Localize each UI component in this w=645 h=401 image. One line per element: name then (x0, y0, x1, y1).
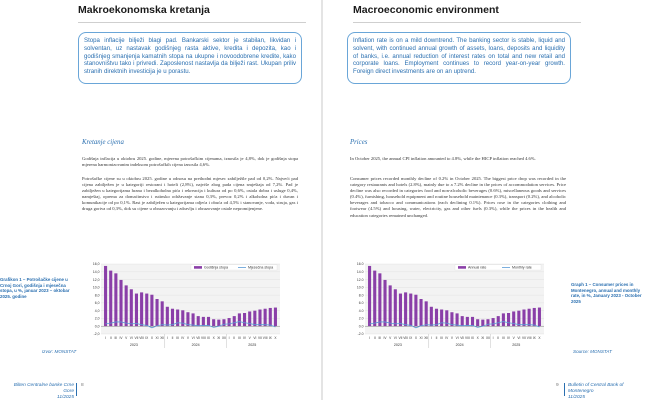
x-tick-label: IV (507, 336, 511, 340)
x-tick-label: V (512, 336, 515, 340)
bar (114, 273, 117, 326)
bar (274, 308, 277, 327)
bar (492, 318, 495, 326)
footer (568, 383, 645, 401)
y-tick-label: 14.0 (356, 269, 364, 274)
y-tick-label: 12,0 (92, 277, 100, 282)
x-tick-label: XII (222, 336, 226, 340)
bar (414, 295, 417, 327)
x-tick-label: VII (196, 336, 201, 340)
bar (161, 301, 164, 326)
y-tick-label: 8,0 (94, 293, 100, 298)
bar (399, 294, 402, 327)
y-tick-label: -2,0 (93, 332, 100, 337)
footer (8, 383, 74, 401)
y-tick-label: 4,0 (94, 308, 100, 313)
legend-label: Godišnja stopa (204, 265, 228, 270)
bar (430, 307, 433, 326)
x-tick-label: V (186, 336, 189, 340)
page-title: Makroekonomska kretanja (78, 4, 210, 16)
chart-source: Izvor: MONSTAT (42, 349, 77, 354)
x-tick-label: III (440, 336, 443, 340)
x-tick-label: VIII (139, 336, 145, 340)
bar (176, 310, 179, 327)
bar (104, 266, 107, 326)
bar (119, 280, 122, 326)
bar (517, 311, 520, 327)
x-tick-label: I (430, 336, 432, 340)
footer-publication: Bulletin of Central Bank of Montenegro (568, 383, 624, 394)
x-tick-label: VIII (526, 336, 532, 340)
bar (156, 299, 159, 326)
bar (528, 309, 531, 327)
bar (258, 310, 261, 327)
bar (502, 313, 505, 326)
legend-label: Annual rate (468, 265, 487, 270)
bar (461, 316, 464, 326)
y-tick-label: 4.0 (358, 308, 364, 313)
legend-bar-swatch (458, 266, 466, 269)
footer-rule (564, 383, 565, 396)
x-tick-label: VII (522, 336, 526, 340)
year-label: 2025 (248, 343, 257, 347)
x-tick-label: V (125, 336, 128, 340)
x-tick-label: IX (471, 336, 475, 340)
footer-issue: 11/2025 (568, 395, 585, 400)
x-tick-label: II (171, 336, 174, 340)
x-tick-label: I (105, 336, 107, 340)
x-tick-label: I (369, 336, 371, 340)
paragraph-1: Godišnja inflacija u oktobru 2025. godine, mjerena potrošačkim cijenama, iznosila je 4,8%, dok je godišnja stopa mjerena harmonizovanim indeksom potrošačkih cijena iznosila 4,6%. (82, 156, 298, 168)
y-tick-label: -2.0 (357, 332, 364, 337)
bar (373, 271, 376, 327)
bar (217, 320, 220, 327)
bar (269, 308, 272, 326)
bar (192, 313, 195, 326)
bar (497, 316, 500, 326)
title-divider (78, 22, 306, 23)
x-tick-label: III (238, 336, 241, 340)
x-tick-label: VIII (262, 336, 268, 340)
bar (476, 319, 479, 326)
y-tick-label: 0,0 (94, 324, 100, 329)
x-tick-label: VI (129, 336, 133, 340)
x-tick-label: IV (119, 336, 123, 340)
bar (378, 273, 381, 326)
page-title: Macroeconomic environment (353, 4, 499, 16)
bar (212, 319, 215, 326)
y-tick-label: 10,0 (92, 285, 100, 290)
section-title: Prices (350, 139, 368, 146)
inflation-chart (86, 260, 284, 356)
summary-box: Stopa inflacije bilježi blagi pad. Bankarski sektor je stabilan, likvidan i solventan, uz nastavak godišnjeg rasta aktive, kredita i depozita, kao i godišnjeg smanjenja kamatnih stopa na ukupne i novoodobrene kredite, kako stanovništvu tako i privredi. Zaposlenost nastavlja da bilježi rast. Ukupan priliv stranih direktnih investicija je u porastu. (78, 32, 302, 84)
year-label: 2024 (191, 343, 200, 347)
right-page (323, 0, 645, 400)
bar (222, 319, 225, 326)
left-page (0, 0, 322, 400)
x-tick-label: XII (160, 336, 165, 340)
x-tick-label: VII (258, 336, 262, 340)
y-tick-label: 10.0 (356, 285, 364, 290)
y-tick-label: 16,0 (92, 262, 100, 267)
legend-label: Monthly rate (512, 265, 532, 270)
x-tick-label: IX (145, 336, 149, 340)
bar (238, 313, 241, 326)
bar (522, 310, 525, 327)
x-tick-label: IV (383, 336, 387, 340)
bar (404, 292, 407, 326)
bar (486, 319, 489, 326)
bar (135, 294, 138, 327)
footer-rule (76, 383, 77, 396)
y-tick-label: 2,0 (94, 316, 100, 321)
bar (456, 313, 459, 326)
bar (471, 317, 474, 326)
bar (233, 316, 236, 326)
x-tick-label: II (373, 336, 376, 340)
x-tick-label: III (502, 336, 505, 340)
bar (425, 301, 428, 326)
x-tick-label: I (492, 336, 494, 340)
x-tick-label: II (233, 336, 236, 340)
x-tick-label: IV (243, 336, 247, 340)
x-tick-label: X (538, 336, 541, 340)
x-tick-label: VII (460, 336, 465, 340)
x-tick-label: V (248, 336, 251, 340)
paragraph-2: Potrošačke cijene su u oktobru 2025. godine u odnosu na prethodni mjesec zabilježile pad od 0,2%. Najveći pad cijena zabilježen je u kategoriji restorani i hoteli (2,8%), najviše zbog pada cijena smještaja od 7,2%. Pad je zabilježen u kategorijama hrana i bezalkoholna pića i rekreacija i kultura od po 0,6%, ostala dobra i usluge 0,4%, namještaj, oprema za domaćinstvo i rutinsko održavanje stana 0,3%, prevoz 0,2% i alkoholna pića i duvan i komunikacije od po 0,1%. Rast je zabilježen u kategorijama odjeća i obuća od 4,5% i stanovanje, voda, struja, gas i druga goriva od 0,3%, dok su cijene u obrazovanju i zdravlju i obrazovanje ostale nepromijenjene. (82, 176, 298, 212)
bar (253, 311, 256, 327)
section-title: Kretanje cijena (82, 139, 124, 146)
paragraph-2: Consumer prices recorded monthly decline of 0.2% in October 2025. The biggest price drop was recorded in the category restaurants and hotels (2.8%), mainly due to a 7.2% decline in the prices of accommodation services. Price decline was also recorded in categories food and non-alcoholic beverages (0.6%), miscellaneous goods and services (0.4%), furnishing, household equipment and routine household maintenance (0.3%), transport (0.2%), and alcoholic beverages and tobacco and communications (each declining 0.1%). Prices rose in the categories clothing and footwear (4.5%) and housing, water, electricity, gas and other fuels (0.3%), while the prices in the health and education categories remained unchanged. (350, 176, 566, 218)
bar (109, 271, 112, 327)
x-tick-label: V (450, 336, 453, 340)
bar (533, 308, 536, 326)
x-tick-label: XII (486, 336, 490, 340)
y-tick-label: 0.0 (358, 324, 364, 329)
bar (145, 294, 148, 327)
x-tick-label: X (274, 336, 277, 340)
bar (481, 320, 484, 327)
bar (125, 285, 128, 326)
bar (140, 292, 143, 326)
x-tick-label: XI (217, 336, 221, 340)
y-tick-label: 12.0 (356, 277, 364, 282)
footer-publication: Bilten Centralne banke Crne Gore (13, 383, 74, 394)
bar (507, 313, 510, 326)
year-label: 2023 (393, 343, 402, 347)
x-tick-label: IV (181, 336, 185, 340)
legend-bar-swatch (194, 266, 202, 269)
bar (420, 299, 423, 326)
y-tick-label: 2.0 (358, 316, 364, 321)
x-tick-label: II (497, 336, 500, 340)
inflation-chart (350, 260, 548, 356)
x-tick-label: III (378, 336, 382, 340)
paragraph-1: In October 2025, the annual CPI inflation amounted to 4.8%, while the HICP inflation reached 4.6%. (350, 156, 536, 161)
year-label: 2025 (512, 343, 521, 347)
x-tick-label: X (150, 336, 153, 340)
legend-label: Mjesečna stopa (248, 265, 274, 270)
x-tick-label: XI (481, 336, 485, 340)
x-tick-label: IV (445, 336, 449, 340)
bar (243, 313, 246, 326)
x-tick-label: II (109, 336, 112, 340)
chart-caption: Grafikon 1 – Potrošačke cijene u Crnoj Gori, godišnja i mjesečna stopa, u %, januar 2023 – oktobar 2025. godine (0, 277, 70, 299)
bar (197, 316, 200, 326)
title-divider (353, 22, 581, 23)
x-tick-label: VI (191, 336, 195, 340)
bar (150, 295, 153, 327)
x-tick-label: X (414, 336, 417, 340)
bar (389, 285, 392, 326)
y-tick-label: 6,0 (94, 301, 100, 306)
x-tick-label: IX (532, 336, 536, 340)
bar (435, 309, 438, 327)
x-tick-label: VI (393, 336, 397, 340)
bar (440, 310, 443, 327)
x-tick-label: IX (268, 336, 272, 340)
x-tick-label: VIII (403, 336, 409, 340)
y-tick-label: 16.0 (356, 262, 364, 267)
x-tick-label: VI (253, 336, 257, 340)
bar (228, 318, 231, 326)
summary-box: Inflation rate is on a mild downtrend. The banking sector is stable, liquid and solvent, with continued annual growth of assets, loans, deposits and liquidity of banks, i.e. annual reduction of interest rates on total and new retail and corporate loans. Employment continues to record year-on-year growth. Foreign direct investments are on an uptrend. (347, 32, 571, 84)
bar (166, 307, 169, 326)
x-tick-label: IX (409, 336, 413, 340)
page-number: 8 (81, 383, 84, 388)
x-tick-label: VII (134, 336, 139, 340)
bar (207, 317, 210, 326)
x-tick-label: VIII (464, 336, 470, 340)
bar (202, 317, 205, 326)
bar (264, 309, 267, 327)
bar (130, 289, 133, 326)
year-label: 2023 (129, 343, 138, 347)
footer-issue: 11/2025 (57, 395, 74, 400)
y-tick-label: 6.0 (358, 301, 364, 306)
bar (409, 294, 412, 327)
x-tick-label: X (476, 336, 479, 340)
chart-caption: Graph 1 – Consumer prices in Montenegro, annual and monthly rate, in %, January 2023 - October 2025 (571, 282, 642, 304)
y-tick-label: 14,0 (92, 269, 100, 274)
x-tick-label: V (389, 336, 392, 340)
x-tick-label: II (435, 336, 438, 340)
x-tick-label: VI (517, 336, 521, 340)
page-number: 9 (556, 383, 559, 388)
chart-source: Source: MONSTAT (573, 349, 612, 354)
x-tick-label: I (166, 336, 168, 340)
x-tick-label: IX (207, 336, 211, 340)
bar (383, 280, 386, 326)
y-tick-label: 8.0 (358, 293, 364, 298)
x-tick-label: III (114, 336, 118, 340)
x-tick-label: X (212, 336, 215, 340)
x-tick-label: XII (424, 336, 429, 340)
x-tick-label: I (228, 336, 230, 340)
x-tick-label: VI (455, 336, 459, 340)
x-tick-label: VIII (200, 336, 206, 340)
bar (394, 289, 397, 326)
bar (368, 266, 371, 326)
bar (171, 309, 174, 327)
x-tick-label: III (176, 336, 179, 340)
x-tick-label: VII (398, 336, 403, 340)
x-tick-label: XI (155, 336, 159, 340)
bar (538, 308, 541, 327)
x-tick-label: XI (419, 336, 423, 340)
year-label: 2024 (455, 343, 464, 347)
bar (466, 317, 469, 326)
